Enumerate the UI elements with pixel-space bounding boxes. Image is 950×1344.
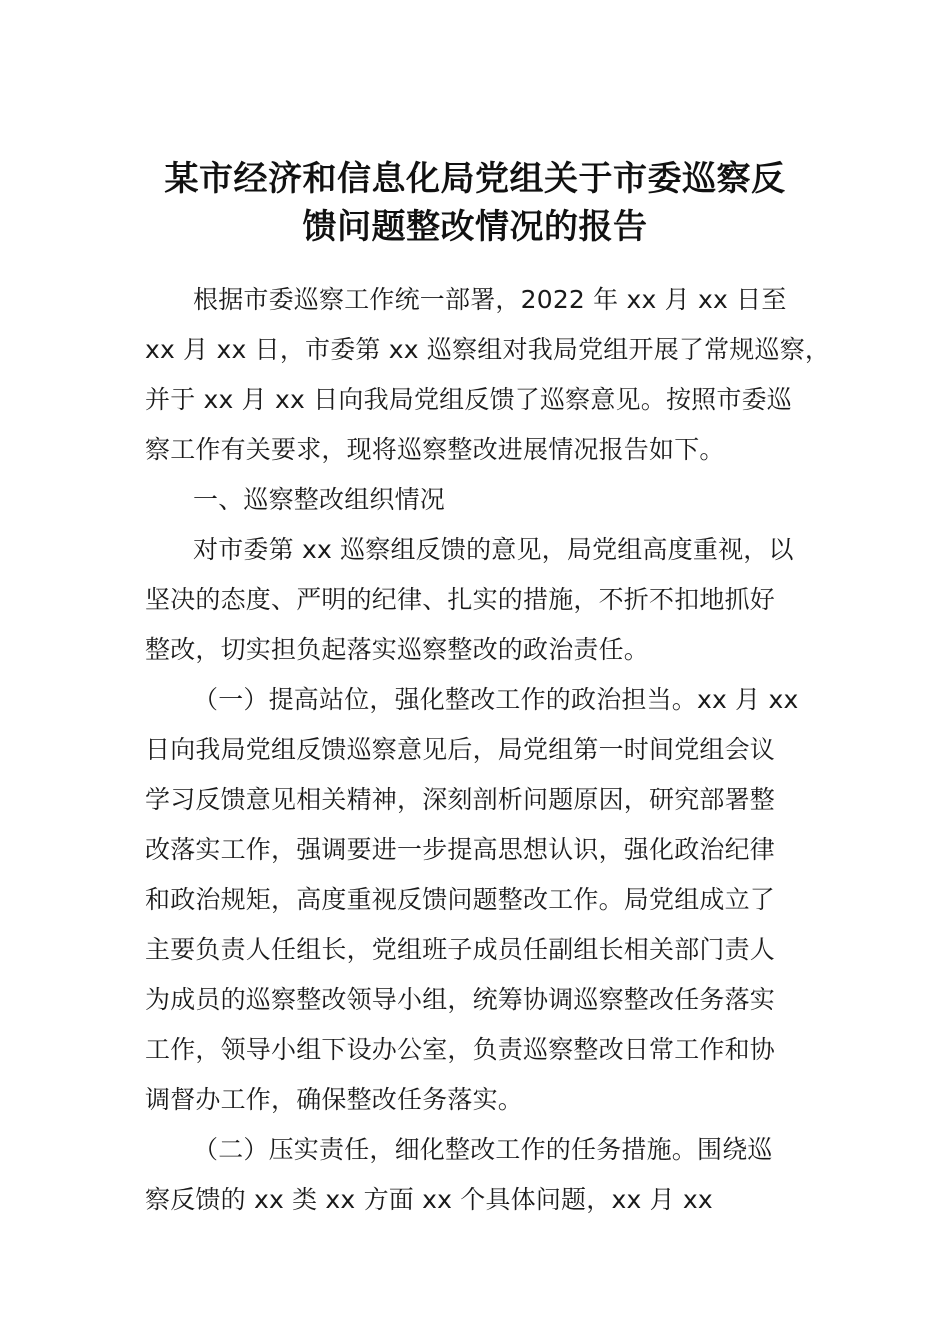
body-line: 日向我局党组反馈巡察意见后，局党组第一时间党组会议	[145, 735, 776, 764]
body-line: 调督办工作，确保整改任务落实。	[145, 1085, 524, 1114]
body-line: xx 月 xx 日，市委第 xx 巡察组对我局党组开展了常规巡察，	[145, 335, 831, 364]
document-title-line-1: 某市经济和信息化局党组关于市委巡察反	[164, 159, 786, 199]
body-line: 为成员的巡察整改领导小组，统筹协调巡察整改任务落实	[145, 985, 776, 1014]
body-line: 学习反馈意见相关精神，深刻剖析问题原因，研究部署整	[145, 785, 776, 814]
body-line: 并于 xx 月 xx 日向我局党组反馈了巡察意见。按照市委巡	[145, 385, 792, 414]
body-line: 改落实工作，强调要进一步提高思想认识，强化政治纪律	[145, 835, 776, 864]
body-line: 工作，领导小组下设办公室，负责巡察整改日常工作和协	[145, 1035, 776, 1064]
body-line: 察工作有关要求，现将巡察整改进展情况报告如下。	[145, 435, 725, 464]
section-heading: 一、巡察整改组织情况	[193, 485, 446, 514]
body-line: 察反馈的 xx 类 xx 方面 xx 个具体问题，xx 月 xx	[145, 1185, 713, 1214]
body-line: 整改，切实担负起落实巡察整改的政治责任。	[145, 635, 650, 664]
body-line: 对市委第 xx 巡察组反馈的意见，局党组高度重视，以	[193, 535, 794, 564]
body-line: 坚决的态度、严明的纪律、扎实的措施，不折不扣地抓好	[145, 585, 776, 614]
body-line: 主要负责人任组长，党组班子成员任副组长相关部门责人	[145, 935, 776, 964]
body-line: 根据市委巡察工作统一部署，2022 年 xx 月 xx 日至	[193, 285, 787, 314]
document-title-line-2: 馈问题整改情况的报告	[302, 207, 648, 247]
subsection-line: （一）提高站位，强化整改工作的政治担当。xx 月 xx	[193, 685, 799, 714]
body-line: 和政治规矩，高度重视反馈问题整改工作。局党组成立了	[145, 885, 776, 914]
subsection-line: （二）压实责任，细化整改工作的任务措施。围绕巡	[193, 1135, 773, 1164]
